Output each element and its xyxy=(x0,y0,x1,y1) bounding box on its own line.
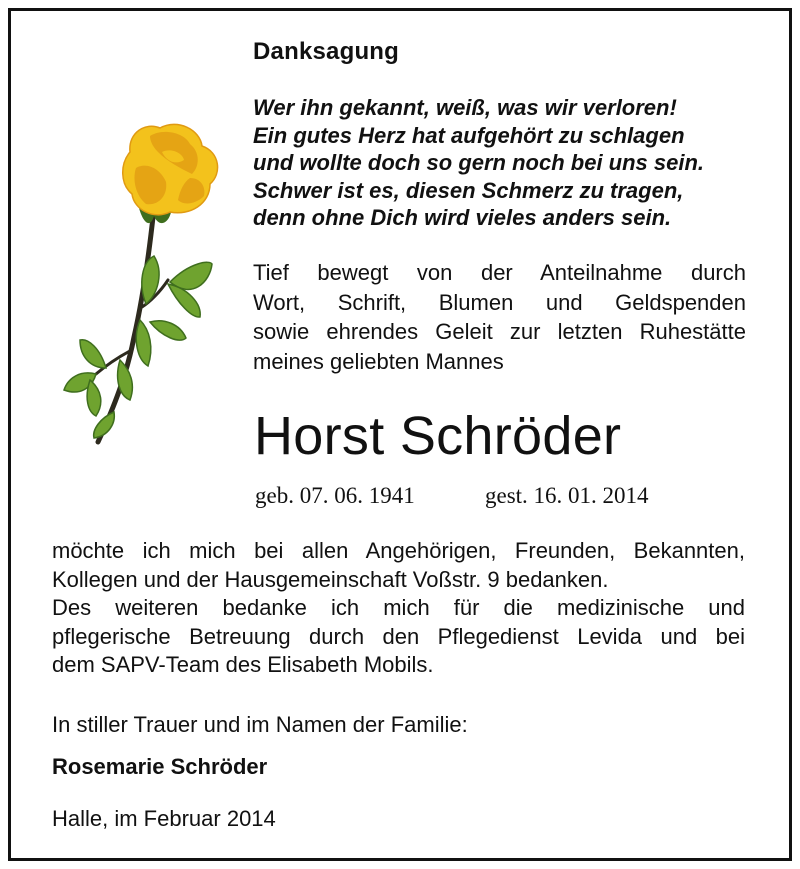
poem xyxy=(253,94,753,232)
poem-line: und wollte doch so gern noch bei uns sein. xyxy=(253,150,705,175)
notice-title: Danksagung xyxy=(253,38,400,65)
intro-line: meines geliebten Mannes xyxy=(253,348,504,374)
body-line: Kollegen und der Hausgemeinschaft Voßstr. 9 bedanken. xyxy=(52,566,609,592)
intro-line: Wort, Schrift, Blumen und Geldspenden xyxy=(253,289,746,315)
signature-name: Rosemarie Schröder xyxy=(52,754,268,779)
intro-text xyxy=(253,258,746,376)
intro-line: Tief bewegt von der Anteilnahme durch xyxy=(253,260,746,285)
poem-line: denn ohne Dich wird vieles anders sein. xyxy=(253,205,672,230)
poem-line: Wer ihn gekannt, weiß, was wir verloren! xyxy=(253,95,677,120)
body-line: dem SAPV-Team des Elisabeth Mobils. xyxy=(52,652,434,677)
poem-line: Schwer ist es, diesen Schmerz zu tragen, xyxy=(253,177,684,203)
death-date: gest. 16. 01. 2014 xyxy=(485,483,649,508)
poem-line: Ein gutes Herz hat aufgehört zu schlagen xyxy=(253,122,685,148)
birth-date: geb. 07. 06. 1941 xyxy=(255,483,415,508)
place-date: Halle, im Februar 2014 xyxy=(52,806,276,831)
body-line: möchte ich mich bei allen Angehörigen, Freunden, Bekannten, xyxy=(52,538,745,563)
body-text xyxy=(52,537,745,680)
body-line: pflegerische Betreuung durch den Pflegedienst Levida und bei xyxy=(52,623,745,649)
yellow-rose-icon xyxy=(50,112,230,452)
body-line: Des weiteren bedanke ich mich für die medizinische und xyxy=(52,595,745,620)
deceased-name: Horst Schröder xyxy=(254,406,622,466)
closing-line: In stiller Trauer und im Namen der Familie: xyxy=(52,712,468,737)
intro-line: sowie ehrendes Geleit zur letzten Ruhestätte xyxy=(253,319,746,344)
